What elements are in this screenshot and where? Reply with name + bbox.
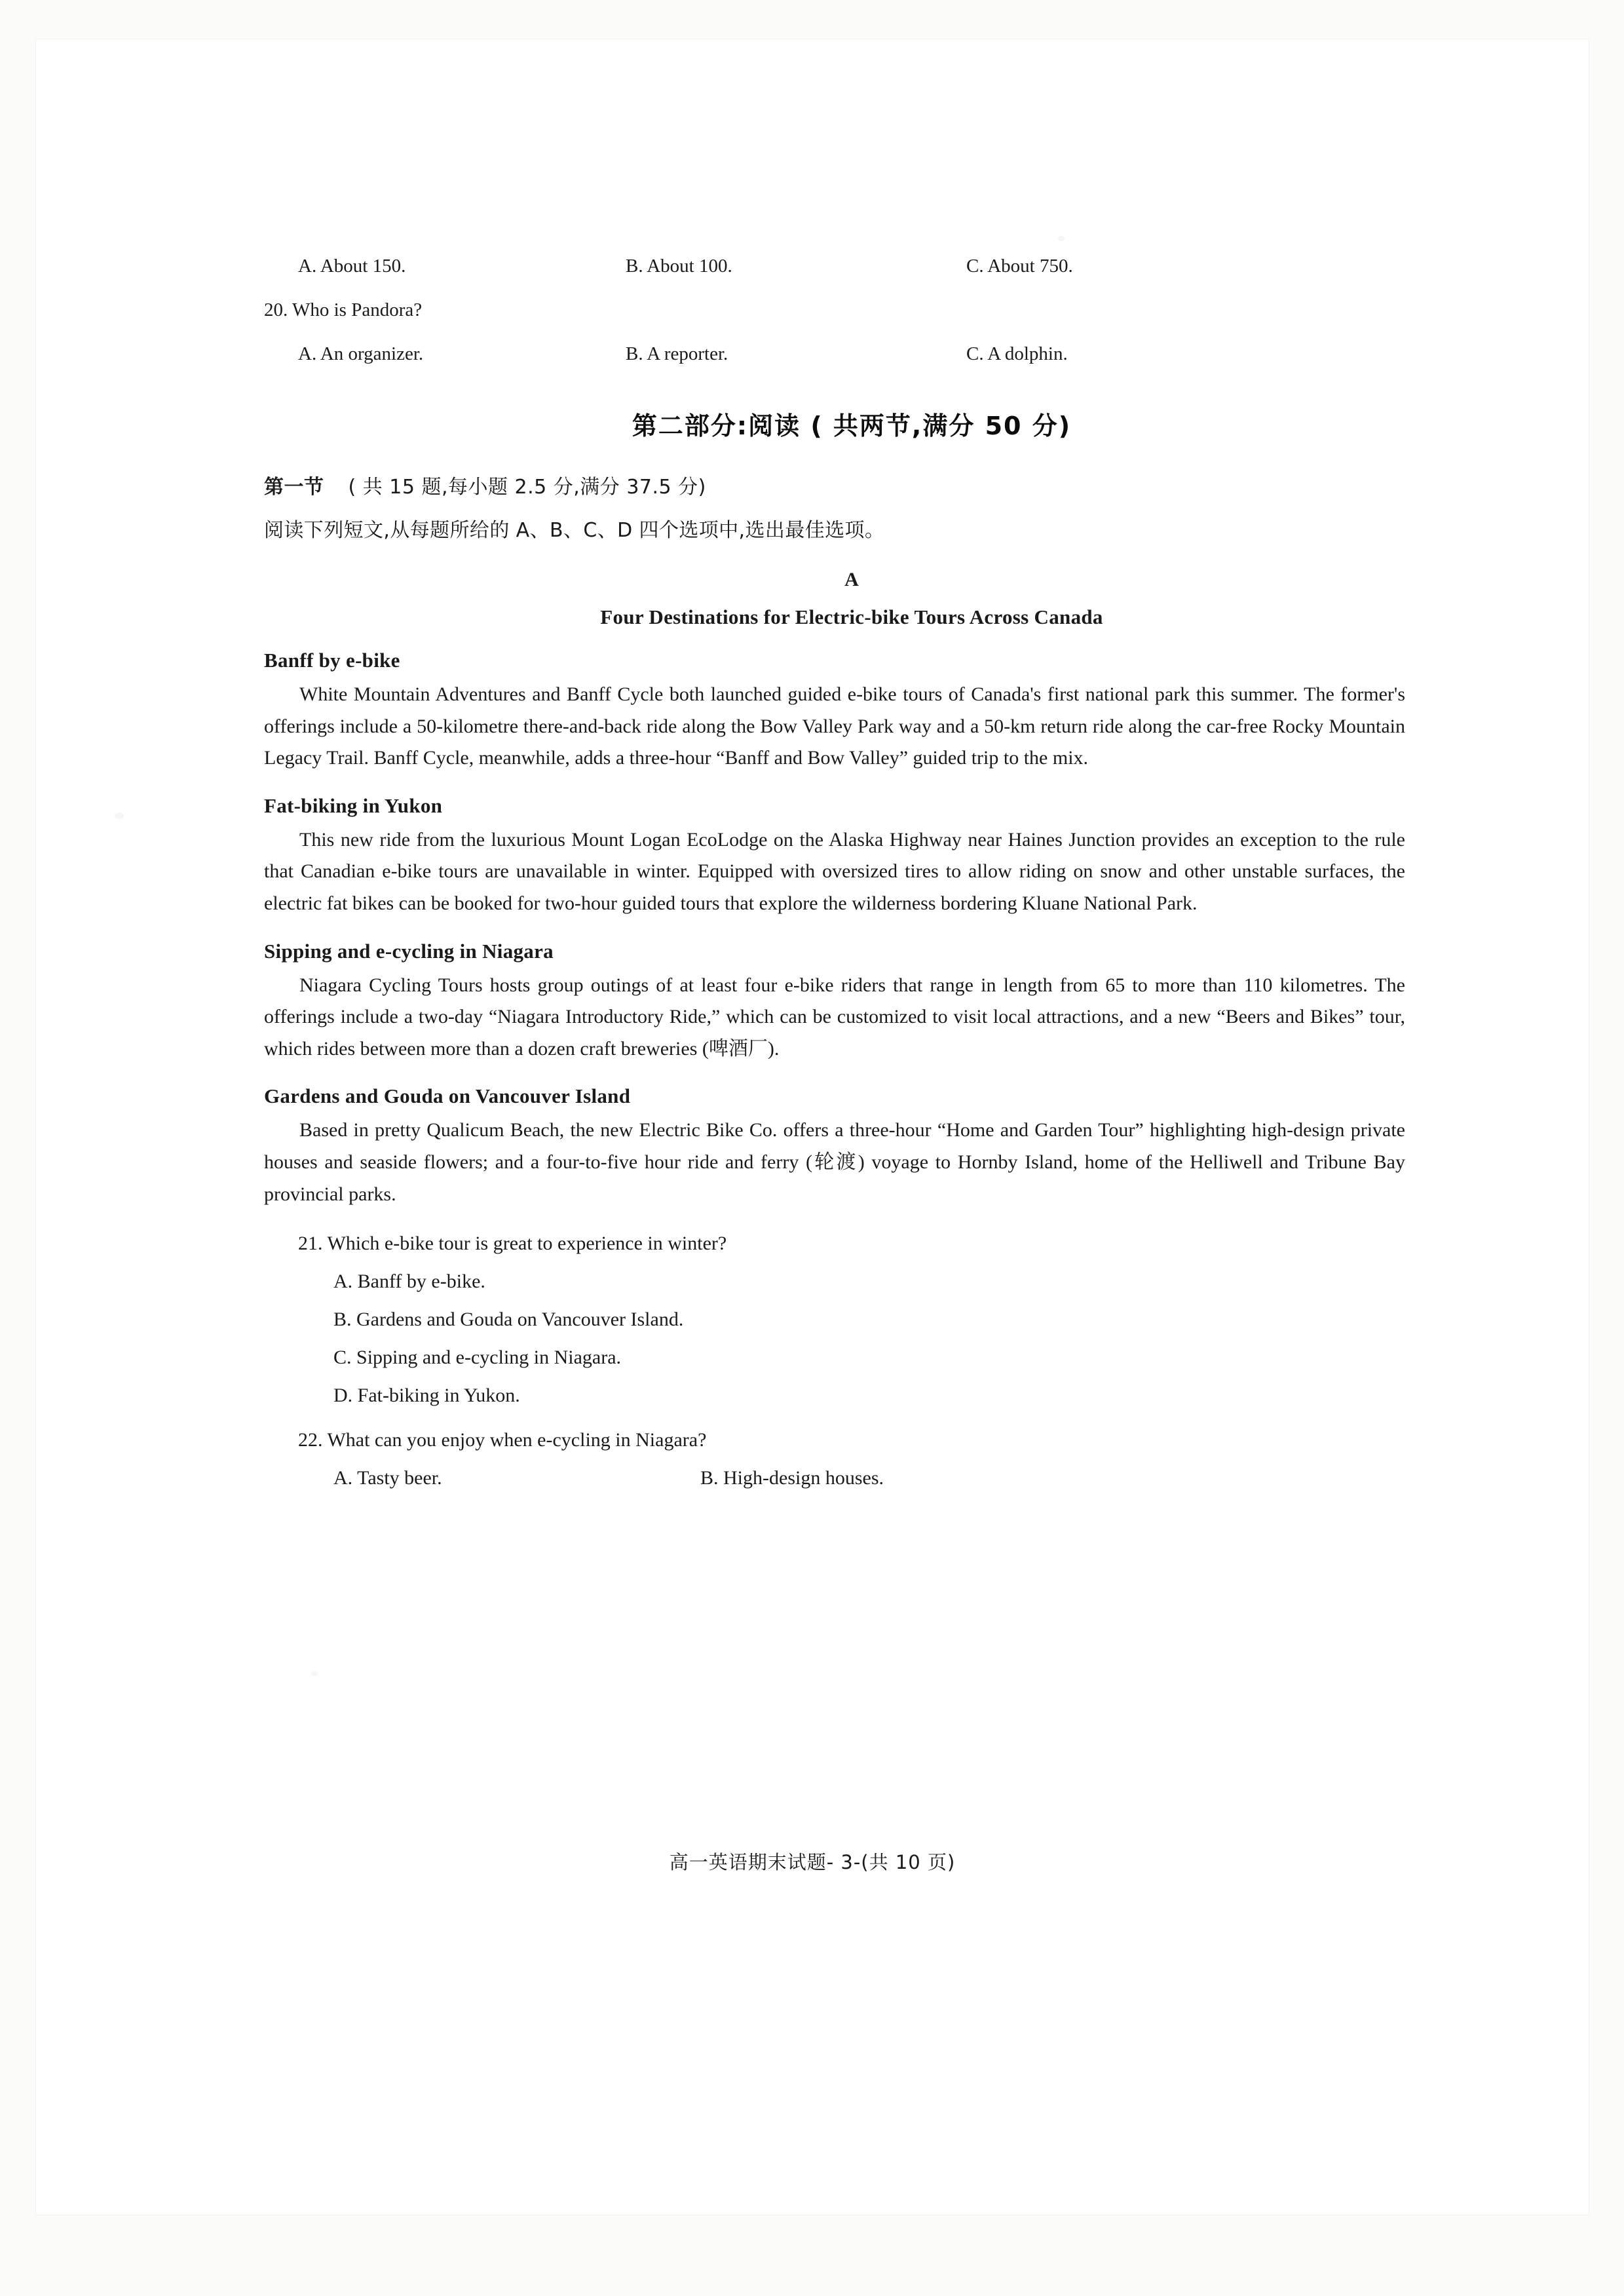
- question-21: [298, 1233, 1405, 1407]
- scan-speck: [115, 813, 124, 819]
- passage-section-text: White Mountain Adventures and Banff Cycle both launched guided e-bike tours of Canada's first national park this summer. The former's offerings include a 50-kilometre there-and-back ride along the Bow Valley Park way and a 50-km return ride along the car-free Rocky Mountain Legacy Trail. Banff Cycle, meanwhile, adds a three-hour “Banff and Bow Valley” guided trip to the mix.: [264, 683, 1405, 769]
- option-b: B. A reporter.: [626, 343, 728, 364]
- scan-speck: [1058, 236, 1065, 241]
- scanned-sheet: [36, 39, 1589, 2215]
- choice-a: A. Tasty beer.: [333, 1467, 442, 1489]
- passage-letter: A: [844, 569, 859, 590]
- section-instruction: 阅读下列短文,从每题所给的 A、B、C、D 四个选项中,选出最佳选项。: [264, 519, 885, 542]
- passage-section-heading: Sipping and e-cycling in Niagara: [264, 939, 554, 963]
- question-20-stem: 20. Who is Pandora?: [264, 299, 423, 320]
- choice-b: B. Gardens and Gouda on Vancouver Island.: [333, 1309, 684, 1331]
- passage-section-heading: Gardens and Gouda on Vancouver Island: [264, 1084, 631, 1108]
- choice-d: D. Fat-biking in Yukon.: [333, 1385, 520, 1407]
- choice-c: C. Sipping and e-cycling in Niagara.: [333, 1347, 622, 1369]
- passage-section-text: Niagara Cycling Tours hosts group outings of at least four e-bike riders that range in length from 65 to more than 110 kilometres. The offerings include a two-day “Niagara Introductory Ride,” which can be customized to visit local attractions, and a new “Beers and Bikes” tour, which rides between more than a dozen craft breweries (啤酒厂).: [264, 974, 1405, 1060]
- question-22-choices: [333, 1467, 1405, 1489]
- question-19-options: [298, 256, 1405, 277]
- question-20-options: [298, 343, 1405, 365]
- passage-title: Four Destinations for Electric-bike Tours Across Canada: [600, 605, 1103, 628]
- passage-section-heading: Banff by e-bike: [264, 649, 400, 672]
- option-c: C. About 750.: [966, 256, 1073, 277]
- choice-b: B. High-design houses.: [700, 1467, 884, 1489]
- option-c: C. A dolphin.: [966, 343, 1068, 364]
- option-a: A. About 150.: [298, 256, 406, 277]
- section-spec: ( 共 15 题,每小题 2.5 分,满分 37.5 分): [348, 476, 706, 499]
- passage-section-text: Based in pretty Qualicum Beach, the new Electric Bike Co. offers a three-hour “Home and Garden Tour” highlighting high-design private houses and seaside flowers; and a four-to-five hour ride and ferry (轮渡) voyage to Hornby Island, home of the Helliwell and Tribune Bay provincial parks.: [264, 1119, 1405, 1205]
- page-footer: 高一英语期末试题- 3-(共 10 页): [669, 1851, 956, 1873]
- document-body: [264, 256, 1405, 1489]
- passage-section-text: This new ride from the luxurious Mount Logan EcoLodge on the Alaska Highway near Haines Junction provides an exception to the rule that Canadian e-bike tours are unavailable in winter. Equipped with oversized tires to allow riding on snow and other unstable surfaces, the electric fat bikes can be booked for two-hour guided tours that explore the wilderness bordering Kluane National Park.: [264, 828, 1405, 914]
- scan-speck: [311, 1671, 318, 1676]
- choice-a: A. Banff by e-bike.: [333, 1271, 485, 1293]
- passage-section-heading: Fat-biking in Yukon: [264, 794, 443, 817]
- section-one-heading: [264, 470, 1405, 499]
- option-b: B. About 100.: [626, 256, 732, 277]
- section-label: 第一节: [264, 476, 324, 499]
- question-stem: 21. Which e-bike tour is great to experience in winter?: [298, 1233, 727, 1255]
- question-22: [298, 1429, 1405, 1489]
- question-stem: 22. What can you enjoy when e-cycling in Niagara?: [298, 1429, 707, 1451]
- part-two-title: 第二部分:阅读 ( 共两节,满分 50 分): [632, 411, 1072, 440]
- option-a: A. An organizer.: [298, 343, 424, 364]
